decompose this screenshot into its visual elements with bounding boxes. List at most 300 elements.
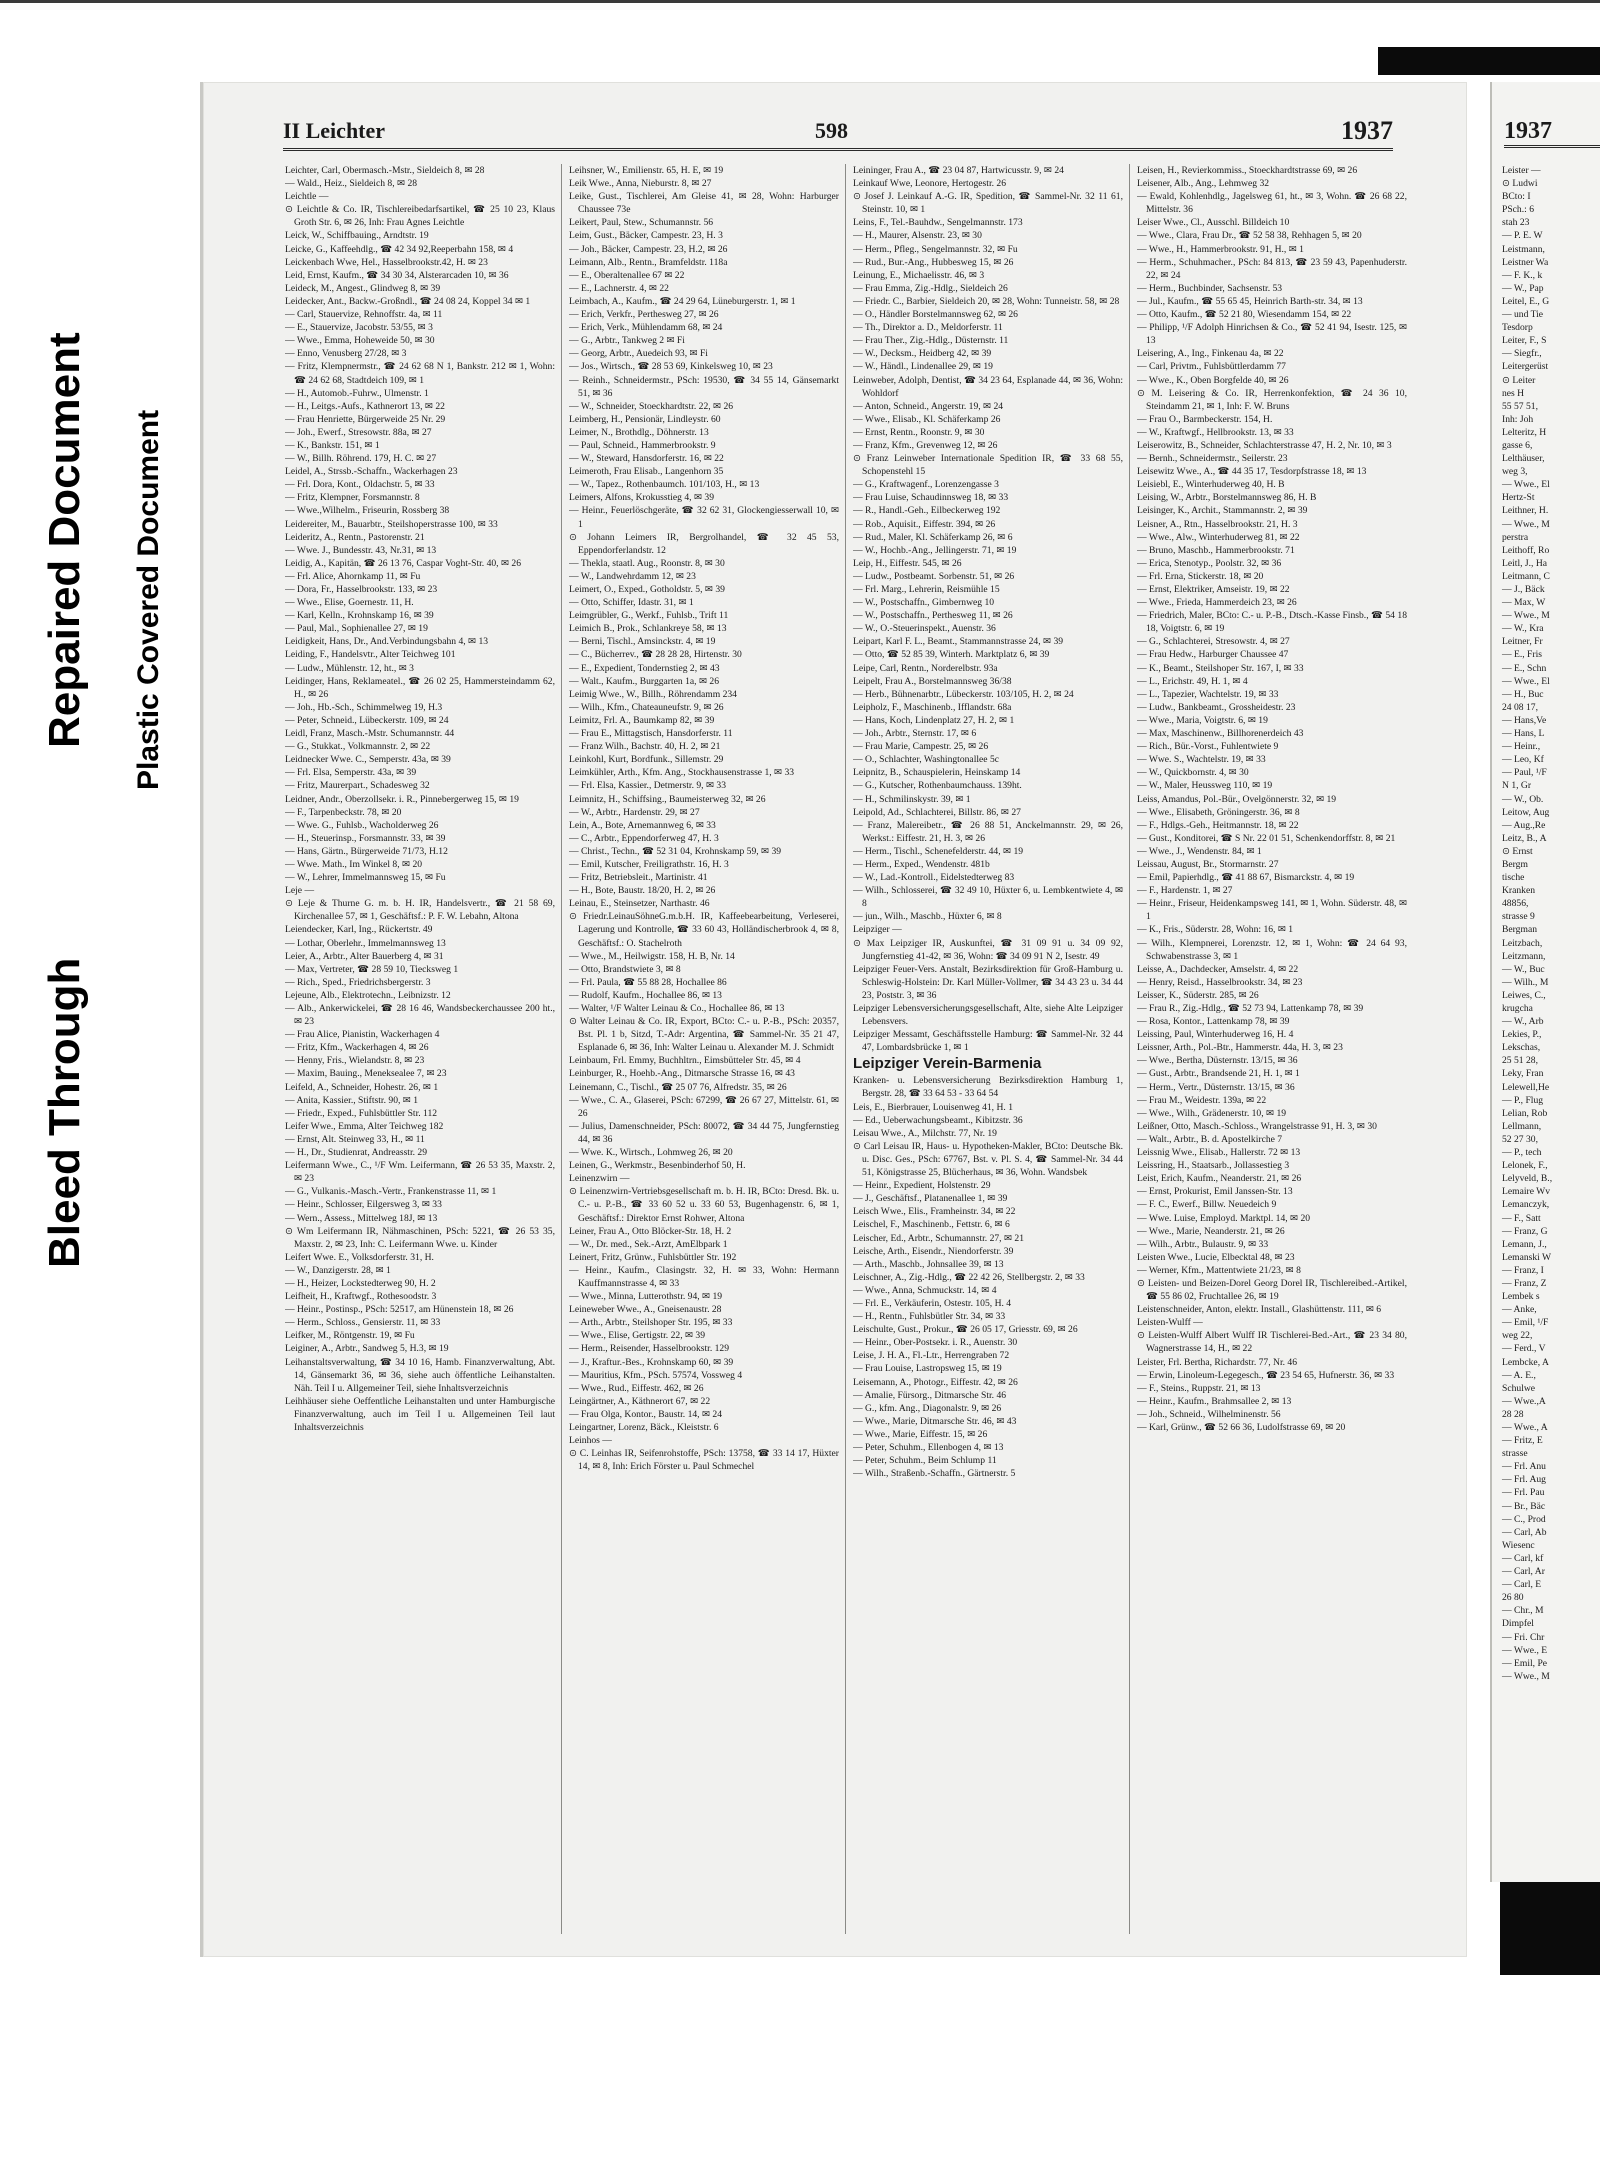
- directory-entry: Leimberg, H., Pensionär, Lindleystr. 60: [569, 413, 721, 425]
- directory-entry: — Henry, Reisd., Hasselbrookstr. 34, ✉ 23: [1137, 976, 1303, 988]
- directory-entry: — Fritz, Klempnermstr., ☎ 24 62 68 N 1, Bankstr. 212 ✉ 1, Wohn: ☎ 24 62 68, Stadtdeich 109, ✉ 1: [285, 361, 555, 386]
- directory-entry: — Frau R., Zig.-Hdlg., ☎ 52 73 94, Lattenkamp 78, ✉ 39: [1137, 1003, 1364, 1014]
- directory-entry: Leipelt, Frau A., Borstelmannsweg 36/38: [853, 675, 1012, 687]
- directory-entry: — Wwe., Maria, Voigtstr. 6, ✉ 19: [1137, 714, 1268, 726]
- directory-entry: Leinenzwirn —: [569, 1173, 630, 1185]
- directory-entry: — Frau Alice, Pianistin, Wackerhagen 4: [285, 1029, 440, 1041]
- next-page-line: — Ferd., V: [1502, 1343, 1546, 1355]
- next-page-year: 1937: [1504, 118, 1600, 148]
- directory-entry: Lejeune, Alb., Elektrotechn., Leibnizstr. 12: [285, 989, 451, 1001]
- next-page-line: — W., Pap: [1502, 282, 1544, 294]
- column-divider: [561, 164, 562, 1934]
- next-page-line: — E., Schn: [1502, 662, 1547, 674]
- next-page-line: — Anke,: [1502, 1304, 1537, 1316]
- next-page-line: Lembek s: [1502, 1291, 1540, 1303]
- scan-strip-top: [1378, 47, 1600, 75]
- directory-entry: ⊙ Max Leipziger IR, Auskunftei, ☎ 31 09 91 u. 34 09 92, Jungfernstieg 41-42, ✉ 36, Wohn: ☎ 34 09 91 N 2, Isestr. 49: [853, 937, 1123, 962]
- directory-entry: — Hans, Gärtn., Bürgerweide 71/73, H.12: [285, 845, 448, 857]
- directory-entry: — Ernst, Rentn., Roonstr. 9, ✉ 30: [853, 426, 985, 438]
- directory-entry: — Wwe. G., Fuhlsb., Wacholderweg 26: [285, 819, 439, 831]
- directory-entry: — Walt., Kaufm., Burggarten 1a, ✉ 26: [569, 675, 719, 687]
- directory-column-1: [285, 164, 555, 1934]
- directory-entry: Leimers, Alfons, Krokusstieg 4, ✉ 39: [569, 492, 715, 504]
- directory-entry: Leimkühler, Arth., Kfm. Ang., Stockhausenstrasse 1, ✉ 33: [569, 767, 795, 779]
- directory-entry: ⊙ Carl Leisau IR, Haus- u. Hypotheken-Makler, BCto: Deutsche Bk. u. Disc. Ges., PSch: 67767, Bst. v. Pl. S. 4, ☎ Sammel-Nr. 34 44 51, Königstrasse 25, Blücherhaus, ✉ 36, Wohn. Wandsbek: [853, 1140, 1123, 1179]
- directory-entry: Leimig Wwe., W., Billh., Röhrendamm 234: [569, 688, 737, 700]
- next-page-line: — Max, W: [1502, 597, 1546, 609]
- directory-entry: ⊙ Josef J. Leinkauf A.-G. IR, Spedition, ☎ Sammel-Nr. 32 11 61, Steinstr. 10, ✉ 1: [853, 191, 1123, 216]
- next-page-line: weg 3,: [1502, 466, 1528, 478]
- directory-entry: — G., Kutscher, Rothenbaumchauss. 139ht.: [853, 780, 1022, 792]
- directory-entry: Leimich B., Prok., Schlankreye 58, ✉ 13: [569, 623, 727, 635]
- directory-entry: Leichtle —: [285, 191, 329, 203]
- directory-entry: — Frau Louise, Lastropsweg 15, ✉ 19: [853, 1363, 1002, 1375]
- directory-entry: — Max, Vertreter, ☎ 28 59 10, Tiecksweg 1: [285, 963, 459, 975]
- directory-entry: — Carl, Privtm., Fuhlsbüttlerdamm 77: [1137, 361, 1286, 373]
- next-page-line: — Siegfr.,: [1502, 348, 1542, 360]
- next-page-line: Inh: Joh: [1502, 413, 1534, 425]
- directory-entry: — E., Lachnerstr. 4, ✉ 22: [569, 282, 669, 294]
- directory-entry: — K., Fris., Süderstr. 28, Wohn: 16, ✉ 1: [1137, 924, 1294, 936]
- directory-entry: Leifker, M., Röntgenstr. 19, ✉ Fu: [285, 1330, 415, 1342]
- directory-entry: — W., Tapez., Rothenbaumch. 101/103, H., ✉ 13: [569, 479, 760, 491]
- directory-entry: Leidecker, Ant., Backw.-Großndl., ☎ 24 08 24, Koppel 34 ✉ 1: [285, 295, 531, 307]
- directory-entry: — Wwe.,Wilhelm., Friseurin, Rossberg 38: [285, 505, 450, 517]
- directory-entry: — Wald., Heiz., Sieldeich 8, ✉ 28: [285, 178, 418, 190]
- directory-entry: — Julius, Damenschneider, PSch: 80072, ☎ 34 44 75, Jungfernstieg 44, ✉ 36: [569, 1120, 839, 1145]
- directory-entry: Leissing, Paul, Winterhuderweg 16, H. 4: [1137, 1029, 1294, 1041]
- directory-entry: Leinkohl, Kurt, Bordfunk., Sillemstr. 29: [569, 754, 724, 766]
- directory-entry: Leichter, Carl, Obermasch.-Mstr., Sieldeich 8, ✉ 28: [285, 165, 485, 176]
- next-page-line: Lelteritz, H: [1502, 426, 1547, 438]
- directory-entry: Leis, E., Bierbrauer, Louisenweg 41, H. 1: [853, 1101, 1014, 1113]
- directory-entry: — Herm., Pfleg., Sengelmannstr. 32, ✉ Fu: [853, 243, 1018, 255]
- next-page-line: 55 57 51,: [1502, 400, 1538, 412]
- directory-entry: — Frau O., Barmbeckerstr. 154, H.: [1137, 413, 1273, 425]
- next-page-line: — Fritz, E: [1502, 1435, 1543, 1447]
- directory-entry: — Emil, Kutscher, Freiligrathstr. 16, H. 3: [569, 858, 729, 870]
- directory-entry: — E., Stauervize, Jacobstr. 53/55, ✉ 3: [285, 322, 433, 334]
- directory-entry: — Otto, Kaufm., ☎ 52 21 80, Wiesendamm 154, ✉ 22: [1137, 309, 1352, 321]
- next-page-line: — Carl, Ar: [1502, 1566, 1545, 1578]
- directory-entry: — Joh., Ewerf., Stresowstr. 88a, ✉ 27: [285, 426, 432, 438]
- next-page-line: — Frl. Aug: [1502, 1474, 1546, 1486]
- directory-entry: Leifer Wwe., Emma, Alter Teichweg 182: [285, 1120, 444, 1132]
- directory-entry: — Wwe., Elisab., Kl. Schäferkamp 26: [853, 413, 1001, 425]
- next-page-line: Lemann, J.,: [1502, 1238, 1547, 1250]
- directory-entry: — Erwin, Linoleum-Legegesch., ☎ 23 54 65, Hufnerstr. 36, ✉ 33: [1137, 1369, 1395, 1381]
- directory-entry: — Paul, Mal., Sophienallee 27, ✉ 19: [285, 623, 428, 635]
- directory-entry: — Rich., Sped., Friedrichsbergerstr. 3: [285, 976, 431, 988]
- next-page-line: — Wwe., E: [1502, 1644, 1548, 1656]
- directory-entry: Leinburger, R., Hoehb.-Ang., Ditmarsche Strasse 16, ✉ 43: [569, 1068, 795, 1080]
- directory-entry: — Heinr., Postinsp., PSch: 52517, am Hünenstein 18, ✉ 26: [285, 1304, 514, 1316]
- directory-entry: ⊙ Wm Leifermann IR, Nähmaschinen, PSch: 5221, ☎ 26 53 35, Maxstr. 2, ✉ 23, Inh: C. Leifermann Wwe. u. Kinder: [285, 1225, 555, 1250]
- next-page-line: Hertz-St: [1502, 492, 1535, 504]
- directory-entry: Leisener, Alb., Ang., Lehmweg 32: [1137, 178, 1270, 190]
- directory-entry: — Wwe., Anna, Schmuckstr. 14, ✉ 4: [853, 1284, 997, 1296]
- directory-entry: — Anton, Schneid., Angerstr. 19, ✉ 24: [853, 400, 1004, 412]
- directory-entry: Leisiebl, E., Winterhuderweg 40, H. B: [1137, 479, 1285, 491]
- directory-entry: — E., Expedient, Tondernstieg 2, ✉ 43: [569, 662, 720, 674]
- directory-entry: Leidigkeit, Hans, Dr., And.Verbindungsbahn 4, ✉ 13: [285, 636, 489, 648]
- directory-entry: — Wilh., Straßenb.-Schaffn., Gärtnerstr. 5: [853, 1468, 1016, 1480]
- directory-entry: — Joh., Bäcker, Campestr. 23, H.2, ✉ 26: [569, 243, 728, 255]
- page-header: [283, 118, 1393, 151]
- running-head: II Leichter: [283, 118, 386, 143]
- directory-entry: Leimert, O., Exped., Gotholdstr. 5, ✉ 39: [569, 584, 725, 595]
- directory-entry: Leipziger —: [853, 924, 902, 936]
- directory-entry: Leineweber Wwe., A., Gneisenaustr. 28: [569, 1304, 722, 1316]
- directory-entry: Leideck, M., Angest., Glindweg 8, ✉ 39: [285, 282, 441, 294]
- directory-entry: — Rich., Bür.-Vorst., Fuhlentwiete 9: [1137, 741, 1279, 753]
- directory-entry: — W., Quickbornstr. 4, ✉ 30: [1137, 767, 1249, 779]
- directory-entry: Leischner, A., Zig.-Hdlg., ☎ 22 42 26, Stellbergstr. 2, ✉ 33: [853, 1271, 1085, 1283]
- next-page-line: ⊙ Leiter: [1502, 374, 1536, 386]
- next-page-line: — Wilh., M: [1502, 976, 1549, 988]
- next-page-line: krugcha: [1502, 1003, 1533, 1014]
- next-page-line: Lemanski W: [1502, 1251, 1552, 1263]
- directory-entry: — K., Beamt., Steilshoper Str. 167, I, ✉ 33: [1137, 662, 1304, 674]
- directory-entry: Leische, Arth., Eisendr., Niendorferstr. 39: [853, 1245, 1014, 1257]
- directory-entry: — W., Landwehrdamm 12, ✉ 23: [569, 570, 696, 582]
- directory-entry: — Heinr., Expedient, Holstenstr. 29: [853, 1180, 991, 1192]
- next-page-line: — W., Kra: [1502, 623, 1544, 635]
- directory-entry: Leiner, Frau A., Otto Blöcker-Str. 18, H. 2: [569, 1225, 732, 1237]
- directory-entry: — Mauritius, Kfm., PSch. 57574, Vossweg 4: [569, 1369, 743, 1381]
- next-page-line: Lelewell,He: [1502, 1081, 1550, 1093]
- directory-entry: — Wwe., Frieda, Hammerdeich 23, ✉ 26: [1137, 597, 1297, 609]
- directory-entry: ⊙ M. Leisering & Co. IR, Herrenkonfektion, ☎ 24 36 10, Steindamm 21, ✉ 1, Inh: F. W. Bruns: [1137, 387, 1407, 412]
- directory-entry: Leister, Frl. Bertha, Richardstr. 77, Nr. 46: [1137, 1356, 1298, 1368]
- directory-entry: Leiser Wwe., Cl., Ausschl. Billdeich 10: [1137, 217, 1290, 229]
- directory-entry: — Herm., Schuhmacher., PSch: 84 813, ☎ 23 59 43, Papenhuderstr. 22, ✉ 24: [1137, 256, 1407, 281]
- directory-entry: — Friedrich, Maler, BCto: C.- u. P.-B., Dtsch.-Kasse Finsb., ☎ 54 18 18, Voigtstr. 6, ✉ 19: [1137, 610, 1407, 635]
- directory-entry: — Frau Henriette, Bürgerweide 25 Nr. 29: [285, 413, 446, 425]
- directory-entry: Leim, Gust., Bäcker, Campestr. 23, H. 3: [569, 230, 723, 242]
- next-page-line: perstra: [1502, 531, 1529, 543]
- scan-edge: [0, 0, 1600, 3]
- directory-entry: — W., Maler, Heussweg 110, ✉ 19: [1137, 780, 1273, 792]
- directory-entry: — Wwe. S., Wachtelstr. 19, ✉ 33: [1137, 754, 1266, 766]
- directory-entry: Leiss, Amandus, Pol.-Bür., Ovelgönnerstr. 32, ✉ 19: [1137, 793, 1337, 805]
- directory-entry: Leimgrübler, G., Werkf., Fuhlsb., Trift 11: [569, 610, 729, 622]
- next-page-line: — C., Prod: [1502, 1513, 1546, 1525]
- directory-entry: Leicke, G., Kaffeehdlg., ☎ 42 34 92,Reeperbahn 158, ✉ 4: [285, 243, 514, 255]
- directory-entry: — Bernh., Schneidermstr., Seilerstr. 23: [1137, 453, 1288, 465]
- directory-entry: Leidig, A., Kapitän, ☎ 26 13 76, Caspar Voght-Str. 40, ✉ 26: [285, 557, 522, 569]
- next-page-line: Lemaire Wv: [1502, 1186, 1551, 1198]
- next-page-column: [1502, 164, 1600, 1683]
- directory-entry: — Wwe. J., Bundesstr. 43, Nr.31, ✉ 13: [285, 544, 437, 556]
- directory-entry: Lein, A., Bote, Arnemannweg 6, ✉ 33: [569, 819, 716, 831]
- directory-entry: — Otto, ☎ 52 85 39, Winterh. Marktplatz 6, ✉ 39: [853, 649, 1050, 661]
- directory-entry: ⊙ Franz Leinweber Internationale Spedition IR, ☎ 33 68 55, Schopenstehl 15: [853, 453, 1123, 478]
- directory-entry: — W., Arbtr., Hardenstr. 29, ✉ 27: [569, 806, 700, 818]
- directory-entry: ⊙ Johann Leimers IR, Bergrolhandel, ☎ 32 45 53, Eppendorferlandstr. 12: [569, 531, 839, 556]
- directory-entry: — W., Händl., Lindenallee 29, ✉ 19: [853, 361, 993, 373]
- next-page-line: — Heinr.,: [1502, 741, 1541, 753]
- directory-entry: — G., Kraftwagenf., Lorenzengasse 3: [853, 479, 999, 491]
- next-page-line: Lellmann,: [1502, 1120, 1542, 1132]
- directory-entry: — C., Bücherrev., ☎ 28 28 28, Hirtenstr. 30: [569, 649, 742, 661]
- directory-entry: — W., Billh. Röhrend. 179, H. C. ✉ 27: [285, 453, 437, 465]
- next-page-line: Dimpfel: [1502, 1618, 1534, 1630]
- directory-entry: Leifeld, A., Schneider, Hohestr. 26, ✉ 1: [285, 1081, 439, 1093]
- directory-entry: — Heinr., Friseur, Heidenkampsweg 141, ✉ 1, Wohn. Süderstr. 48, ✉ 1: [1137, 898, 1407, 923]
- directory-entry: — Friedr. C., Barbier, Sieldeich 20, ✉ 28, Wohn: Tunneistr. 58, ✉ 28: [853, 295, 1120, 307]
- directory-entry: Leinen, G., Werkmstr., Besenbinderhof 50, H.: [569, 1160, 746, 1172]
- directory-entry: — Otto, Brandstwiete 3, ✉ 8: [569, 963, 681, 975]
- directory-entry: — W., Steward, Hansdorferstr. 16, ✉ 22: [569, 453, 724, 465]
- directory-entry: — Rudolf, Kaufm., Hochallee 86, ✉ 13: [569, 989, 722, 1001]
- next-page-line: Lembcke, A: [1502, 1356, 1549, 1368]
- year-label: 1937: [1341, 116, 1393, 145]
- directory-entry: — Karl, Kelln., Krohnskamp 16, ✉ 39: [285, 610, 434, 622]
- directory-entry: — Hans, Koch, Lindenplatz 27, H. 2, ✉ 1: [853, 714, 1015, 726]
- directory-entry: — Friedr., Exped., Fuhlsbüttler Str. 112: [285, 1107, 438, 1119]
- directory-entry: Leipziger Verein-Barmenia: [853, 1055, 1042, 1073]
- directory-entry: — Georg, Arbtr., Auedeich 93, ✉ Fi: [569, 348, 708, 360]
- repaired-document-label: Repaired Document: [40, 332, 89, 748]
- directory-entry: — Frl. Erna, Stickerstr. 18, ✉ 20: [1137, 570, 1264, 582]
- directory-entry: — Frl. Elsa, Kassier., Detmerstr. 9, ✉ 33: [569, 780, 726, 792]
- directory-entry: — Wwe., J., Wendenstr. 84, ✉ 1: [1137, 845, 1262, 857]
- directory-entry: — Wwe., Bertha, Düsternstr. 13/15, ✉ 36: [1137, 1055, 1298, 1067]
- directory-column-3: [853, 164, 1123, 1934]
- directory-entry: — Heinr., Schlosser, Eilgersweg 3, ✉ 33: [285, 1199, 442, 1211]
- next-page-line: Kranken: [1502, 885, 1536, 897]
- directory-entry: — Herm., Tischl., Schenefelderstr. 44, ✉ 19: [853, 845, 1024, 857]
- directory-entry: Leiserowitz, B., Schneider, Schlachterstrasse 47, H. 2, Nr. 10, ✉ 3: [1137, 439, 1392, 451]
- directory-entry: — Franz, Kfm., Grevenweg 12, ✉ 26: [853, 439, 998, 451]
- next-page-line: BCto: I: [1502, 191, 1531, 203]
- next-page-line: ⊙ Ludwi: [1502, 178, 1538, 190]
- next-page-line: — Fri. Chr: [1502, 1631, 1545, 1643]
- directory-entry: — H., Rentn., Fuhlsbütler Str. 34, ✉ 33: [853, 1311, 1006, 1323]
- directory-entry: — Ewald, Kohlenhdlg., Jagelsweg 61, ht., ✉ 3, Wohn. ☎ 26 68 22, Mittelstr. 36: [1137, 191, 1407, 216]
- directory-entry: — Philipp, ¹/F Adolph Hinrichsen & Co., ☎ 52 41 94, Isestr. 125, ✉ 13: [1137, 322, 1407, 347]
- directory-entry: Leimitz, Frl. A., Baumkamp 82, ✉ 39: [569, 714, 715, 726]
- next-page-line: weg 22,: [1502, 1330, 1533, 1342]
- next-page-line: strasse 9: [1502, 911, 1535, 923]
- directory-entry: Leise, J. H. A., Fl.-Ltr., Herrengraben 72: [853, 1350, 1010, 1362]
- directory-entry: — Ernst, Prokurist, Emil Janssen-Str. 13: [1137, 1186, 1293, 1198]
- directory-entry: ⊙ Friedr.LeinauSöhneG.m.b.H. IR, Kaffeebearbeitung, Verleserei, Lagerung und Kontrolle, ☎ 33 60 43, Holländischerbrook 4, ✉ 8, Geschäftsf.: O. Stachelroth: [569, 911, 839, 949]
- directory-entry: Kranken- u. Lebensversicherung Bezirksdirektion Hamburg 1, Bergstr. 28, ☎ 33 64 53 - 33 64 54: [853, 1075, 1123, 1100]
- directory-entry: — W., Kraftwgf., Hellbrookstr. 13, ✉ 33: [1137, 426, 1294, 438]
- directory-entry: — Wwe., Alw., Winterhuderweg 81, ✉ 22: [1137, 531, 1300, 543]
- directory-entry: — G., Arbtr., Tankweg 2 ✉ Fi: [569, 335, 685, 347]
- directory-entry: Leisser, K., Süderstr. 285, ✉ 26: [1137, 989, 1259, 1001]
- directory-entry: — G., Vulkanis.-Masch.-Vertr., Frankenstrasse 11, ✉ 1: [285, 1186, 497, 1198]
- directory-entry: — Peter, Schuhm., Ellenbogen 4, ✉ 13: [853, 1442, 1004, 1453]
- directory-entry: Leip, H., Eiffestr. 545, ✉ 26: [853, 557, 962, 569]
- directory-entry: Leisch Wwe., Elis., Framheinstr. 34, ✉ 22: [853, 1206, 1016, 1218]
- directory-entry: — G., kfm. Ang., Diagonalstr. 9, ✉ 26: [853, 1402, 1002, 1414]
- directory-entry: Leisten Wwe., Lucie, Elbecktal 48, ✉ 23: [1137, 1251, 1295, 1263]
- directory-entry: — Wwe., Elise, Gertigstr. 22, ✉ 39: [569, 1330, 706, 1342]
- next-page-line: stah 23: [1502, 217, 1530, 229]
- directory-column-2: [569, 164, 839, 1934]
- next-page-line: Bergm: [1502, 858, 1528, 870]
- directory-entry: Leist, Erich, Kaufm., Neanderstr. 21, ✉ 26: [1137, 1173, 1302, 1185]
- directory-entry: — Heinr., Kaufm., Brahmsallee 2, ✉ 13: [1137, 1395, 1292, 1407]
- directory-entry: — Bruno, Maschb., Hammerbrookstr. 71: [1137, 544, 1295, 556]
- directory-entry: — Wwe. K., Wirtsch., Lohmweg 26, ✉ 20: [569, 1147, 733, 1159]
- directory-entry: Leising, W., Arbtr., Borstelmannsweg 86, H. B: [1137, 492, 1317, 504]
- next-page-line: — Wwe., El: [1502, 479, 1550, 491]
- directory-entry: Leikert, Paul, Stew., Schumannstr. 56: [569, 217, 714, 229]
- next-page-line: — W., Buc: [1502, 963, 1545, 975]
- directory-entry: — W., O.-Steuerinspekt., Auenstr. 36: [853, 623, 996, 635]
- directory-entry: — Max, Maschinenw., Billhorenerdeich 43: [1137, 728, 1304, 740]
- directory-entry: Leidinger, Hans, Reklameatel., ☎ 26 02 25, Hammersteindamm 62, H., ✉ 26: [285, 675, 555, 700]
- directory-entry: — Wwe., Marie, Neanderstr. 21, ✉ 26: [1137, 1225, 1285, 1237]
- directory-entry: — Rud., Maler, Kl. Schäferkamp 26, ✉ 6: [853, 531, 1013, 543]
- directory-entry: Leidnecker Wwe. C., Semperstr. 43a, ✉ 39: [285, 754, 451, 766]
- directory-entry: — Wwe., Marie, Ditmarsche Str. 46, ✉ 43: [853, 1415, 1017, 1427]
- directory-entry: Leisten-Wulff —: [1137, 1317, 1203, 1329]
- directory-entry: — Frau Olga, Kontor., Baustr. 14, ✉ 24: [569, 1408, 723, 1420]
- directory-entry: — Fritz, Maurerpart., Schadesweg 32: [285, 780, 430, 792]
- directory-entry: — W., Dr. med., Sek.-Arzt, AmElbpark 1: [569, 1238, 728, 1250]
- next-page-line: — Wwe., El: [1502, 675, 1550, 687]
- directory-entry: — Ernst, Elektriker, Amseistr. 19, ✉ 22: [1137, 584, 1290, 595]
- directory-entry: — Otto, Schiffer, Idastr. 31, ✉ 1: [569, 597, 694, 609]
- next-page-line: nes H: [1502, 387, 1525, 399]
- directory-entry: — Wwe., Elise, Goernestr. 11, H.: [285, 597, 414, 609]
- directory-entry: — Paul, Schneid., Hammerbrookstr. 9: [569, 439, 716, 451]
- directory-entry: — Arth., Arbtr., Steilshoper Str. 195, ✉ 33: [569, 1317, 733, 1329]
- directory-entry: Leifert Wwe. E., Volksdorferstr. 31, H.: [285, 1251, 434, 1263]
- directory-entry: — Henny, Fris., Wielandstr. 8, ✉ 23: [285, 1055, 425, 1067]
- directory-entry: — G., Stukkat., Volkmannstr. 2, ✉ 22: [285, 741, 431, 753]
- next-page-line: — Franz, G: [1502, 1225, 1548, 1237]
- directory-entry: — Franz, Malereibetr., ☎ 26 88 51, Anckelmannstr. 29, ✉ 26, Werkst.: Eiffestr. 21, H. 3, ✉ 26: [853, 819, 1123, 844]
- directory-entry: Leinhos —: [569, 1435, 612, 1447]
- directory-entry: Leisewitz Wwe., A., ☎ 44 35 17, Tesdorpfstrasse 18, ✉ 13: [1137, 466, 1367, 478]
- directory-entry: — Frau M., Weidestr. 139a, ✉ 22: [1137, 1094, 1267, 1106]
- next-page-line: — Carl, Ab: [1502, 1526, 1547, 1538]
- directory-entry: — Ludw., Postbeamt. Sorbenstr. 51, ✉ 26: [853, 570, 1015, 582]
- next-page-line: Leitmann, C: [1502, 570, 1550, 582]
- directory-entry: — Reinh., Schneidermstr., PSch: 19530, ☎ 34 55 14, Gänsemarkt 51, ✉ 36: [569, 374, 839, 399]
- next-page-line: — Wwe., A: [1502, 1422, 1548, 1433]
- directory-entry: Leinbaum, Frl. Emmy, Buchhltrn., Eimsbütteler Str. 45, ✉ 4: [569, 1055, 801, 1067]
- directory-entry: — H., Schmilinskystr. 39, ✉ 1: [853, 793, 971, 805]
- next-page-line: Leitz, B., A: [1502, 832, 1547, 844]
- directory-entry: — Frl. E., Verkäuferin, Ostestr. 105, H. 4: [853, 1297, 1012, 1309]
- directory-entry: Leisse, A., Dachdecker, Amselstr. 4, ✉ 22: [1137, 963, 1299, 975]
- directory-entry: Leimann, Alb., Rentn., Bramfeldstr. 118a: [569, 256, 728, 268]
- directory-entry: Leidereiter, M., Bauarbtr., Steilshoperstrasse 100, ✉ 33: [285, 518, 498, 530]
- directory-entry: — Fritz, Klempner, Forsmannstr. 8: [285, 492, 420, 504]
- directory-entry: ⊙ Walter Leinau & Co. IR, Export, BCto: C.- u. P.-B., PSch: 20357, Bst. Pl. 1 b, Sitzd, T.-Adr: Argentina, ☎ Sammel-Nr. 35 21 47, Esplanade 6, ✉ 36, Inh: Walter Leinau u. Alexander M. J. Schmidt: [569, 1016, 839, 1054]
- directory-entry: — H., Leitgs.-Aufs., Kathnerort 13, ✉ 22: [285, 400, 445, 412]
- directory-entry: — Wwe., Elisabeth, Gröningerstr. 36, ✉ 8: [1137, 806, 1300, 818]
- directory-entry: Leipziger Feuer-Vers. Anstalt, Bezirksdirektion für Groß-Hamburg u. Schleswig-Holstein: Dr. Karl Müller-Vollmer, ☎ 34 43 23 u. 34 44 23, Poststr. 3, ✉ 36: [853, 963, 1123, 1001]
- next-page-line: — Carl, kf: [1502, 1552, 1544, 1564]
- directory-entry: — F., Hdlgs.-Geh., Heitmannstr. 18, ✉ 22: [1137, 819, 1299, 831]
- next-page-line: Leitel, E., G: [1502, 295, 1550, 307]
- next-page-line: — W., Ob.: [1502, 793, 1544, 805]
- directory-entry: Leininger, Frau A., ☎ 23 04 87, Hartwicusstr. 9, ✉ 24: [853, 165, 1064, 176]
- directory-entry: — Frl. Marg., Lehrerin, Reismühle 15: [853, 584, 1000, 595]
- directory-entry: Leischer, Ed., Arbtr., Schumannstr. 27, ✉ 21: [853, 1232, 1024, 1244]
- next-page-line: — Wwe., M: [1502, 1670, 1550, 1682]
- directory-entry: — Emil, Papierhdlg., ☎ 41 88 67, Bismarckstr. 4, ✉ 19: [1137, 872, 1355, 884]
- directory-entry: — Herm., Exped., Wendenstr. 481b: [853, 858, 990, 870]
- directory-column-4: [1137, 164, 1407, 1934]
- directory-entry: Leihhäuser siehe Oeffentliche Leihanstalten und unter Hamburgische Finanzverwaltung, auch im Teil I u. Allgemeinen Teil laut Inhaltsverzeichnis: [285, 1395, 555, 1433]
- next-page-line: — A. E.,: [1502, 1369, 1536, 1381]
- directory-entry: — Wwe., Rud., Eiffestr. 462, ✉ 26: [569, 1382, 704, 1394]
- directory-entry: — Walt., Arbtr., B. d. Apostelkirche 7: [1137, 1133, 1283, 1145]
- directory-entry: ⊙ Leinenzwirn-Vertriebsgesellschaft m. b. H. IR, BCto: Dresd. Bk. u. C.- u. P.-B., ☎ 33 60 52 u. 33 60 53, Bugenhagenstr. 6, ✉ 1, Geschäftsf.: Direktor Ernst Rohwer, Altona: [569, 1186, 839, 1224]
- column-divider: [845, 164, 846, 1934]
- directory-entry: ⊙ Leje & Thurne G. m. b. H. IR, Handelsvertr., ☎ 21 58 69, Kirchenallee 57, ✉ 1, Geschäftsf.: P. F. W. Lebahn, Altona: [285, 898, 555, 923]
- directory-entry: Leimbach, A., Kaufm., ☎ 24 29 64, Lüneburgerstr. 1, ✉ 1: [569, 295, 796, 307]
- directory-entry: — Peter, Schuhm., Beim Schlump 11: [853, 1455, 997, 1467]
- directory-entry: — Frl. Alice, Ahornkamp 11, ✉ Fu: [285, 570, 421, 582]
- next-page-line: Leky, Fran: [1502, 1068, 1544, 1080]
- directory-entry: — H., Dr., Studienrat, Andreasstr. 29: [285, 1147, 428, 1159]
- directory-entry: — F., Steins., Ruppstr. 21, ✉ 13: [1137, 1382, 1261, 1394]
- directory-entry: Leiendecker, Karl, Ing., Rückertstr. 49: [285, 924, 433, 936]
- next-page-line: Leister —: [1502, 165, 1541, 176]
- directory-entry: — Wwe., M., Heilwigstr. 158, H. B, Nr. 14: [569, 950, 735, 962]
- directory-entry: Leisemann, A., Photogr., Eiffestr. 42, ✉ 26: [853, 1376, 1018, 1388]
- next-page-line: Leitner, Fr: [1502, 636, 1543, 648]
- bleed-through-label: Bleed Through: [40, 957, 89, 1268]
- next-page-line: Leithner, H.: [1502, 505, 1549, 517]
- directory-entry: — W., Postschaffn., Perthesweg 11, ✉ 26: [853, 610, 1013, 622]
- directory-entry: — Herm., Vertr., Düsternstr. 13/15, ✉ 36: [1137, 1081, 1295, 1093]
- directory-entry: — Erich, Verkfr., Perthesweg 27, ✉ 26: [569, 309, 719, 321]
- directory-entry: — Amalie, Fürsorg., Ditmarsche Str. 46: [853, 1389, 1007, 1401]
- directory-entry: — Frl. Elsa, Semperstr. 43a, ✉ 39: [285, 767, 417, 779]
- directory-entry: — Joh., Schneid., Wilhelminenstr. 56: [1137, 1408, 1281, 1420]
- directory-entry: — Fritz, Kfm., Wackerhagen 4, ✉ 26: [285, 1042, 429, 1054]
- next-page-line: — Frl. Anu: [1502, 1461, 1546, 1473]
- next-page-line: Lelyveld, B.,: [1502, 1173, 1553, 1185]
- next-page-line: — P., tech: [1502, 1147, 1542, 1159]
- next-page-line: — P. E. W: [1502, 230, 1543, 242]
- directory-entry: — F., Tarpenbeckstr. 78, ✉ 20: [285, 806, 402, 818]
- next-page-line: ⊙ Ernst: [1502, 845, 1533, 857]
- next-page-line: 25 51 28,: [1502, 1055, 1538, 1067]
- directory-entry: Leipold, Ad., Schlachterei, Billstr. 86, ✉ 27: [853, 806, 1021, 818]
- directory-entry: ⊙ Leichtle & Co. IR, Tischlereibedarfsartikel, ☎ 25 10 23, Klaus Groth Str. 6, ✉ 26, Inh: Frau Agnes Leichtle: [285, 204, 555, 229]
- next-page-line: — Hans,Ve: [1502, 714, 1547, 726]
- directory-entry: Leissnig Wwe., Elisab., Hallerstr. 72 ✉ 13: [1137, 1147, 1301, 1159]
- directory-entry: Leipe, Carl, Rentn., Norderelbstr. 93a: [853, 662, 998, 674]
- next-page-line: — Wwe., M: [1502, 518, 1550, 530]
- directory-entry: — Frau E., Mittagstisch, Hansdorferstr. 11: [569, 728, 733, 740]
- directory-entry: Leimer, N., Brothdlg., Döhnerstr. 13: [569, 426, 709, 438]
- directory-entry: Leinemann, C., Tischl., ☎ 25 07 76, Alfredstr. 35, ✉ 26: [569, 1081, 787, 1093]
- directory-entry: — W., Schneider, Stoeckhardtstr. 22, ✉ 26: [569, 400, 734, 412]
- directory-entry: — Wern., Assess., Mittelweg 18J, ✉ 13: [285, 1212, 438, 1224]
- directory-entry: Leier, A., Arbtr., Alter Bauerberg 4, ✉ 31: [285, 950, 444, 962]
- directory-entry: Leipziger Lebensversicherungsgesellschaft, Alte, siehe Alte Leipziger Lebensvers.: [853, 1003, 1123, 1028]
- directory-entry: ⊙ Leisten- und Beizen-Dorel Georg Dorel IR, Tischlereibed.-Artikel, ☎ 55 86 02, Fruchtallee 26, ✉ 19: [1137, 1277, 1407, 1303]
- directory-entry: — G., Schlachterei, Stresowstr. 4, ✉ 27: [1137, 636, 1290, 648]
- directory-entry: Leik Wwe., Anna, Nieburstr. 8, ✉ 27: [569, 178, 712, 190]
- next-page-line: 28 28: [1502, 1408, 1524, 1420]
- directory-entry: Leissau, August, Br., Stormarnstr. 27: [1137, 858, 1279, 870]
